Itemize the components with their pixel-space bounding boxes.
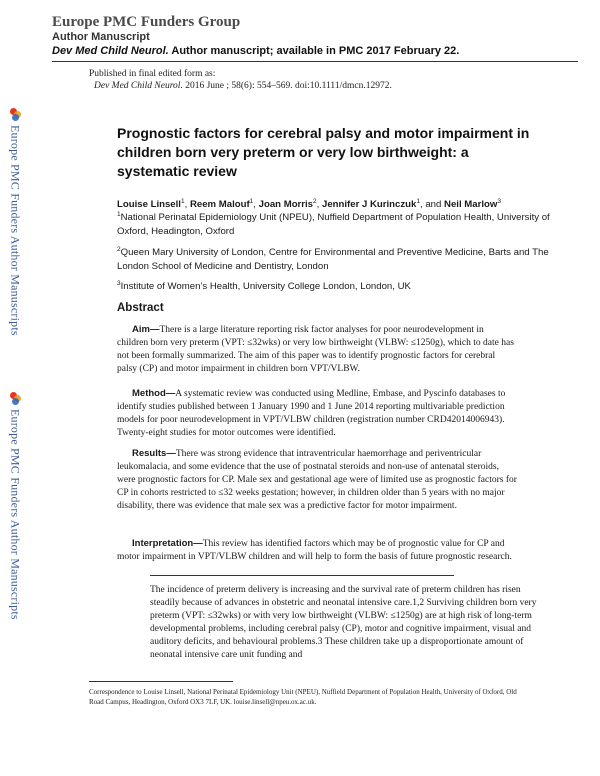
header-divider	[52, 61, 578, 62]
interpretation-text: This review has identified factors which may be of prognostic value for CP and motor impairment in VPT/VLBW children and will help to form the basis of future prognostic research.	[117, 539, 512, 562]
author-name: Jennifer J Kurinczuk	[322, 199, 417, 211]
europepmc-logo-icon	[10, 392, 21, 405]
side-watermark-text: Europe PMC Funders Author Manuscripts	[8, 125, 23, 336]
publication-journal: Dev Med Child Neurol.	[94, 81, 183, 91]
method-label: Method—	[132, 388, 176, 399]
europepmc-logo-icon	[10, 108, 21, 121]
abstract-aim	[117, 323, 517, 376]
manuscript-type: Author Manuscript	[52, 31, 150, 43]
author-name: Neil Marlow	[444, 199, 498, 211]
funders-group-title: Europe PMC Funders Group	[52, 14, 241, 30]
abstract-results	[117, 447, 517, 513]
affiliation: $^1$National Perinatal Epidemiology Unit (NPEU), Nuffield Department of Population Health, University of Oxford, Headington, Oxford	[117, 211, 550, 238]
results-text: There was strong evidence that intraventricular haemorrhage and periventricular leukomalacia, and some evidence that the use of postnatal steroids and non-use of antenatal steroids, were prognostic factors for CP. Male sex and gestational age were of limited use as prognostic factors for CP in cohorts restricted to ≤32 weeks gestation; however, in children older than 5 years with no major disability, there was evidence that male sex was a predictive factor for motor impairment.	[117, 449, 517, 511]
published-label: Published in final edited form as:	[89, 69, 216, 79]
side-watermark-top	[2, 108, 28, 336]
author-name: Reem Malouf	[189, 199, 250, 211]
aim-label: Aim—	[132, 324, 160, 335]
author-name: Joan Morris	[258, 199, 314, 211]
author-list: Louise Linsell$^1$, Reem Malouf$^1$, Joan Morris$^2$, Jennifer J Kurinczuk$^1$, and Neil Marlow$^3$	[117, 198, 501, 211]
aim-text: There is a large literature reporting risk factor analyses for poor neurodevelopment in children born very preterm (VPT: ≤32wks) or very low birthweight (VLBW: ≤1250g), which to date has not been formally summarized. The aim of this paper was to identify prognostic factors for cerebral palsy (CP) and motor impairment in children born VPT/VLBW.	[117, 325, 514, 374]
author-name: Louise Linsell	[117, 199, 181, 211]
journal-name: Dev Med Child Neurol.	[52, 45, 169, 57]
side-watermark-text: Europe PMC Funders Author Manuscripts	[8, 409, 23, 620]
affiliation: $^3$Institute of Women’s Health, University College London, London, UK	[117, 280, 411, 293]
interpretation-label: Interpretation—	[132, 538, 203, 549]
correspondence-footnote: Correspondence to Louise Linsell, National Perinatal Epidemiology Unit (NPEU), Nuffield Department of Population Health, University of Oxford, Old Road Campus, Headington, Oxford OX3 7LF, UK. louise.linsell@npeu.ox.ac.uk.	[89, 688, 517, 706]
footnote-divider	[89, 681, 233, 682]
author-affil: 1	[416, 198, 420, 205]
method-text: A systematic review was conducted using Medline, Embase, and Pyscinfo databases to identify studies published between 1 January 1990 and 1 June 2014 reporting multivariable prediction models for poor neurodevelopment in VPT/VLBW children (registration number CRD42014006943). Twenty-eight studies for motor outcomes were identified.	[117, 389, 506, 438]
results-label: Results—	[132, 448, 176, 459]
publication-info	[89, 68, 392, 92]
section-divider	[150, 575, 454, 576]
journal-availability	[52, 44, 582, 58]
author-affil: 1	[249, 198, 254, 205]
abstract-method	[117, 387, 517, 440]
article-title: Prognostic factors for cerebral palsy and motor impairment in children born very preterm or very low birthweight: a systematic review	[117, 125, 530, 179]
abstract-heading: Abstract	[117, 302, 164, 314]
introduction-paragraph: The incidence of preterm delivery is increasing and the survival rate of preterm children has risen steadily because of advances in obstetric and neonatal intensive care.1,2 Surviving children born very preterm (VPT: ≤32wks) or with very low birthweight (VLBW: ≤1250g) are at high risk of long-term developmental problems, including cerebral palsy (CP), motor and cognitive impairment, visual and auditory deficits, and behavioural problems.3 These children take up a disproportionate amount of neonatal intensive care unit funding and	[150, 585, 537, 660]
author-affil: 1	[180, 198, 185, 205]
affiliation: $^2$Queen Mary University of London, Centre for Environmental and Preventive Medicine, Barts and The London School of Medicine and Dentistry, London	[117, 246, 549, 273]
manuscript-header	[52, 14, 582, 58]
side-watermark-bottom	[2, 392, 28, 620]
author-affil: 3	[497, 198, 501, 205]
citation-text: 2016 June ; 58(6): 554–569. doi:10.1111/dmcn.12972.	[182, 81, 392, 91]
abstract-interpretation	[117, 537, 517, 564]
publication-citation	[89, 80, 392, 92]
author-affil: 2	[313, 198, 317, 205]
availability-text: Author manuscript; available in PMC 2017 February 22.	[168, 45, 460, 57]
